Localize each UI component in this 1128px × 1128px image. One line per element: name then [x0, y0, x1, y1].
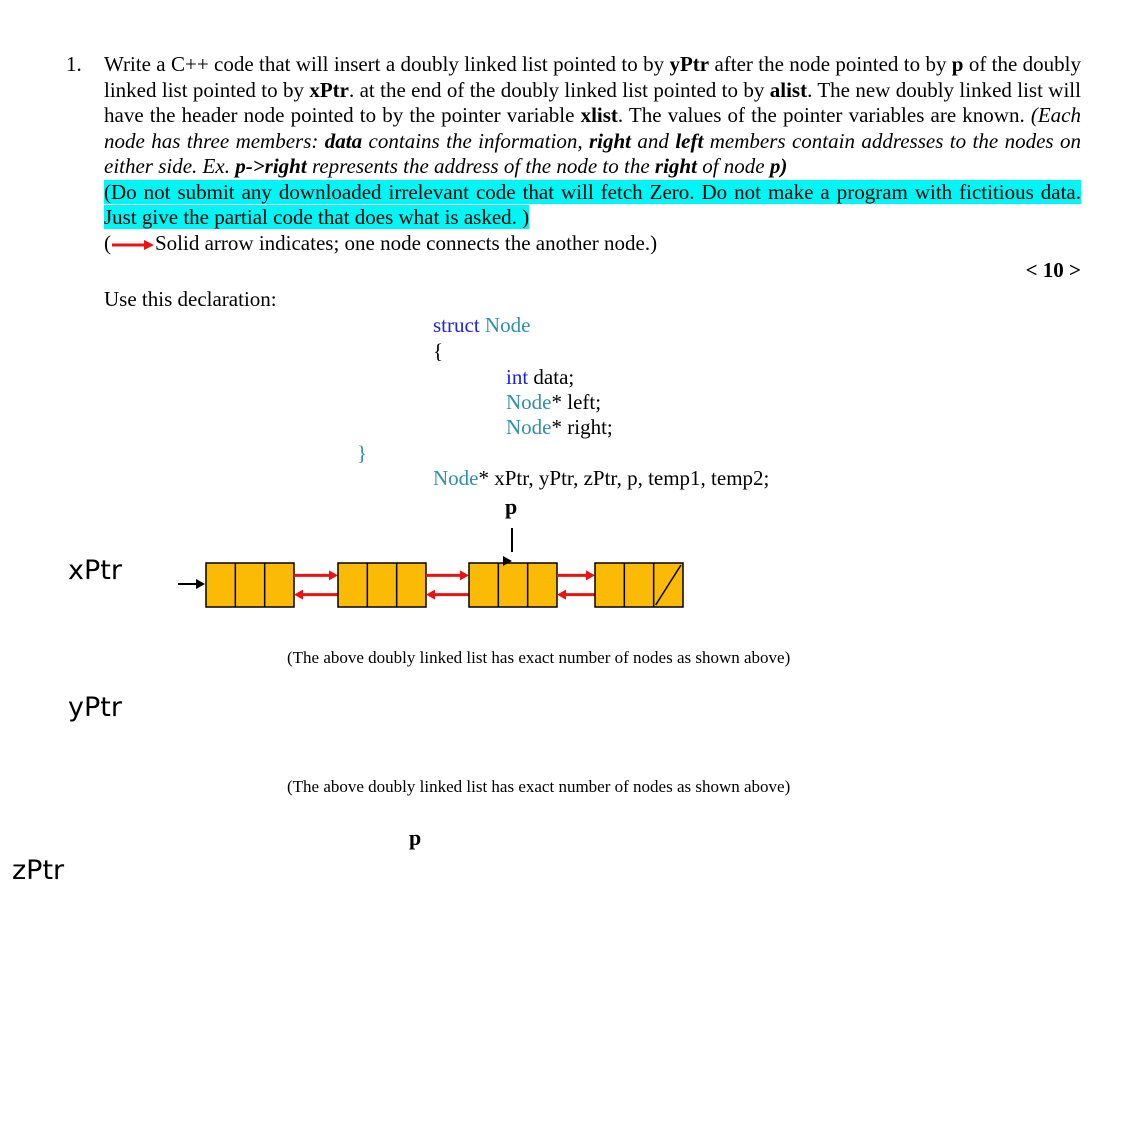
p-pointer-label-top: p	[505, 494, 518, 519]
code-type-node: Node	[433, 466, 479, 490]
code-type-node: Node	[506, 415, 552, 439]
question-text-run: right	[589, 128, 632, 153]
question-text-run: . The new doubly linked list will have the header node pointed to by the pointer variable	[104, 77, 1081, 127]
marks-badge: < 10 >	[1025, 258, 1081, 282]
question-text-run: alist	[769, 77, 808, 102]
list-node	[338, 563, 426, 607]
list-label-xptr: xPtr	[68, 555, 122, 586]
code-right-field: * right;	[551, 415, 613, 439]
code-declaration-vars: * xPtr, yPtr, zPtr, p, temp1, temp2;	[478, 466, 770, 490]
left-link-arrowhead	[294, 590, 303, 600]
question-text-run: contains the information,	[362, 128, 589, 153]
code-type-node: Node	[484, 313, 531, 337]
head-pointer-arrowhead	[196, 579, 205, 589]
question-text-run: after the node pointed to by	[709, 52, 952, 76]
question-text-run: members contain addresses to the nodes on either side. Ex.	[104, 128, 1081, 178]
question-text-run: (Each node has three members:	[104, 103, 1081, 153]
question-text-run: p	[951, 52, 964, 76]
arrow-legend-paren: (	[104, 230, 111, 255]
right-link-arrowhead	[329, 570, 338, 580]
question-text-run: Write a C++ code that will insert a doubly linked list pointed to by	[104, 52, 670, 76]
right-link-arrowhead	[460, 570, 469, 580]
question-text-run: data	[324, 128, 363, 153]
question-text-run: p->right	[235, 154, 307, 178]
question-text-run: and	[631, 128, 676, 153]
question-text-run: xlist	[580, 103, 618, 127]
question-text-run: xPtr	[309, 77, 349, 102]
question-text-run: . at the end of the doubly linked list pointed to by	[348, 77, 770, 102]
code-type-node: Node	[506, 390, 552, 414]
question-text-run: p)	[769, 154, 788, 178]
list-node	[206, 563, 294, 607]
caption-yptr: (The above doubly linked list has exact number of nodes as shown above)	[287, 777, 791, 796]
question-text-run: yPtr	[669, 52, 710, 76]
right-link-arrowhead	[586, 570, 595, 580]
code-data-field: data;	[528, 365, 575, 389]
code-left-field: * left;	[551, 390, 602, 414]
question-text-run: represents the address of the node to the	[306, 154, 655, 178]
arrow-legend-text: Solid arrow indicates; one node connects the another node.)	[155, 230, 658, 255]
question-text-run: . The values of the pointer variables are known.	[617, 103, 1031, 127]
question-number: 1.	[66, 52, 82, 76]
code-keyword-struct: struct	[433, 313, 480, 337]
highlighted-note: (Do not submit any downloaded irrelevant code that will fetch Zero. Do not make a program with fictitious data. Just give the partial code that does what is asked. )	[104, 179, 1081, 229]
use-declaration-text: Use this declaration:	[104, 287, 277, 311]
caption-xptr: (The above doubly linked list has exact number of nodes as shown above)	[287, 648, 791, 667]
list-label-zptr: zPtr	[12, 855, 65, 886]
left-link-arrowhead	[426, 590, 435, 600]
code-open-brace: {	[433, 339, 444, 363]
question-text-run: of the doubly linked list pointed to by	[104, 52, 1082, 102]
list-label-yptr: yPtr	[68, 692, 122, 723]
list-node	[595, 563, 683, 607]
p-pointer-label-bottom: p	[409, 825, 422, 850]
list-node	[469, 563, 557, 607]
code-keyword-int: int	[506, 365, 529, 389]
code-close-brace: }	[357, 441, 368, 465]
left-link-arrowhead	[557, 590, 566, 600]
question-text-run: left	[675, 128, 704, 153]
question-text-run: right	[654, 154, 697, 178]
question-text-run: of node	[696, 154, 770, 178]
